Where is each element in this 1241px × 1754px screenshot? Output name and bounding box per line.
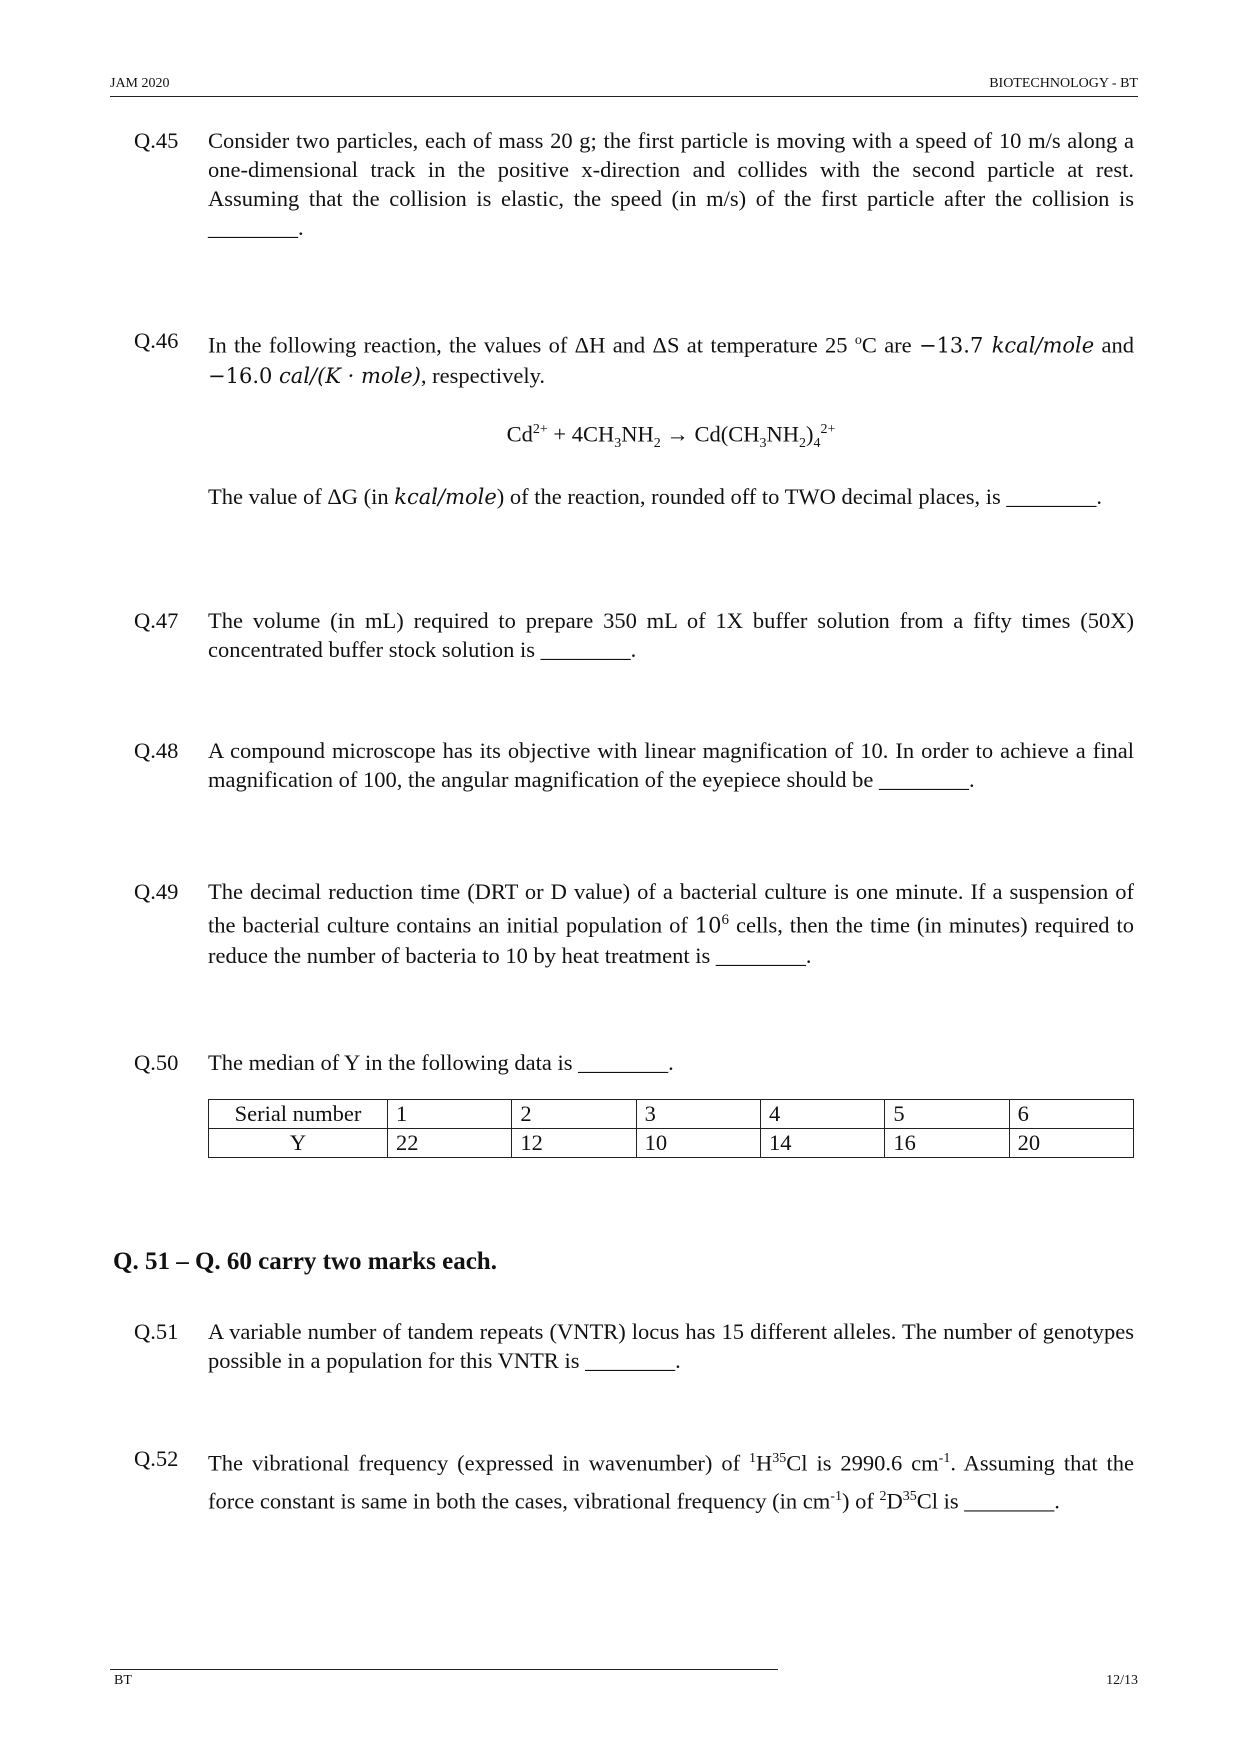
text-run: Cl is ________. <box>916 1488 1060 1513</box>
power-exponent: 6 <box>721 912 730 928</box>
power-base: 10 <box>694 913 722 938</box>
element: H <box>756 1450 773 1476</box>
question-text: The volume (in mL) required to prepare 350 mL of 1X buffer solution from a fifty times (50X) concentrated buffer stock solution is ________. <box>208 608 1134 662</box>
text-run: In the following reaction, the values of ΔH and ΔS at temperature 25 <box>208 332 855 358</box>
header-subject: BIOTECHNOLOGY - BT <box>989 76 1138 91</box>
eq-sub: 4 <box>813 435 821 451</box>
text-run: The vibrational frequency (expressed in wavenumber) of <box>208 1450 750 1476</box>
table-cell: 10 <box>636 1129 760 1158</box>
question-text: Consider two particles, each of mass 20 g; the first particle is moving with a speed of 10 m/s along a one-dimensional track in the positive x-direction and collides with the second particle at rest. Assuming that the collision is elastic, the speed (in m/s) of the first particle after the collision is ________. <box>208 128 1134 240</box>
question-intro <box>208 326 1134 391</box>
eq-part: → Cd(CH <box>660 421 760 446</box>
question-50 <box>134 1048 1134 1158</box>
degree-sup: o <box>854 333 862 348</box>
question-text <box>208 326 1134 512</box>
question-number: Q.51 <box>134 1319 179 1344</box>
table-cell: 14 <box>760 1129 884 1158</box>
text-run: The decimal reduction time (DRT or D value) of a bacterial culture is one minute. If a suspension of the bacterial culture contains an initial population of <box>208 879 1134 938</box>
table-cell: 20 <box>1009 1129 1133 1158</box>
eq-part: NH <box>621 421 654 446</box>
header-exam: JAM 2020 <box>110 76 170 91</box>
row-header: Serial number <box>209 1100 388 1129</box>
question-number: Q.45 <box>134 128 179 153</box>
eq-sub: 2 <box>798 435 806 451</box>
question-47 <box>134 606 1134 664</box>
question-text <box>208 1048 1134 1158</box>
table-cell: 12 <box>512 1129 636 1158</box>
question-52 <box>134 1442 1134 1517</box>
data-table <box>208 1099 1134 1158</box>
question-45 <box>134 126 1134 242</box>
question-number: Q.49 <box>134 879 179 904</box>
table-row <box>209 1100 1134 1129</box>
unit: kcal/mole <box>394 484 497 509</box>
question-number: Q.52 <box>134 1446 179 1471</box>
unit-exponent: -1 <box>938 1451 951 1466</box>
table-cell: 5 <box>885 1100 1009 1129</box>
eq-sub: 3 <box>614 435 622 451</box>
table-cell: 16 <box>885 1129 1009 1158</box>
text-run: , respectively. <box>420 362 546 388</box>
table-cell: 3 <box>636 1100 760 1129</box>
eq-part: + 4CH <box>547 421 615 446</box>
question-number: Q.47 <box>134 608 179 633</box>
mass-number: 35 <box>902 1488 917 1504</box>
delta-h-unit: kcal/mole <box>991 333 1095 358</box>
eq-part: Cd <box>506 421 533 446</box>
question-text <box>208 1442 1134 1517</box>
page-header <box>110 76 1138 97</box>
table-cell: 2 <box>512 1100 636 1129</box>
question-46 <box>134 326 1134 512</box>
text-run: Cl is 2990.6 cm <box>786 1450 939 1476</box>
question-51 <box>134 1317 1134 1375</box>
question-text: A variable number of tandem repeats (VNTR) locus has 15 different alleles. The number of genotypes possible in a population for this VNTR is ________. <box>208 1319 1134 1373</box>
text-run: C are <box>861 332 919 358</box>
text-run: and <box>1094 332 1134 358</box>
table-cell: 4 <box>760 1100 884 1129</box>
mass-number: 35 <box>772 1451 787 1466</box>
element: D <box>886 1488 903 1513</box>
text-run: ) of <box>841 1488 880 1513</box>
footer-code: BT <box>114 1673 132 1688</box>
question-number: Q.48 <box>134 738 179 763</box>
question-48 <box>134 736 1134 794</box>
unit-exponent: -1 <box>830 1488 842 1504</box>
mass-number: 1 <box>749 1451 757 1466</box>
eq-part: NH <box>766 421 799 446</box>
question-number: Q.46 <box>134 328 179 353</box>
eq-sup: 2+ <box>532 421 548 437</box>
text-run: . Assuming that the force constant is same in both the cases, vibrational frequency (in cm <box>208 1450 1134 1513</box>
question-prompt: The median of Y in the following data is ________. <box>208 1050 674 1075</box>
text-run: ) of the reaction, rounded off to TWO decimal places, is ________. <box>496 483 1103 509</box>
text-run: cells, then the time (in minutes) required to reduce the number of bacteria to 10 by heat treatment is ________. <box>208 912 1134 968</box>
section-heading: Q. 51 – Q. 60 carry two marks each. <box>113 1248 497 1275</box>
table-cell: 1 <box>388 1100 512 1129</box>
eq-part: ) <box>805 421 814 446</box>
text-run: The value of ΔG (in <box>208 483 395 509</box>
delta-s-unit: cal/(K · mole) <box>279 363 421 388</box>
page-number: 12/13 <box>1106 1673 1138 1688</box>
row-header: Y <box>209 1129 388 1158</box>
question-49 <box>134 877 1134 970</box>
eq-sup: 2+ <box>820 421 836 437</box>
delta-h-value: −13.7 <box>918 333 992 358</box>
question-ask <box>208 482 1134 512</box>
eq-sub: 3 <box>759 435 767 451</box>
footer-divider <box>110 1669 778 1670</box>
table-row <box>209 1129 1134 1158</box>
mass-number: 2 <box>879 1488 887 1504</box>
question-text: A compound microscope has its objective with linear magnification of 10. In order to achieve a final magnification of 100, the angular magnification of the eyepiece should be ________. <box>208 738 1134 792</box>
reaction-equation <box>208 415 1134 458</box>
question-number: Q.50 <box>134 1050 179 1075</box>
delta-s-value: −16.0 <box>208 363 280 388</box>
question-text <box>208 877 1134 970</box>
table-cell: 6 <box>1009 1100 1133 1129</box>
table-cell: 22 <box>388 1129 512 1158</box>
eq-sub: 2 <box>653 435 661 451</box>
